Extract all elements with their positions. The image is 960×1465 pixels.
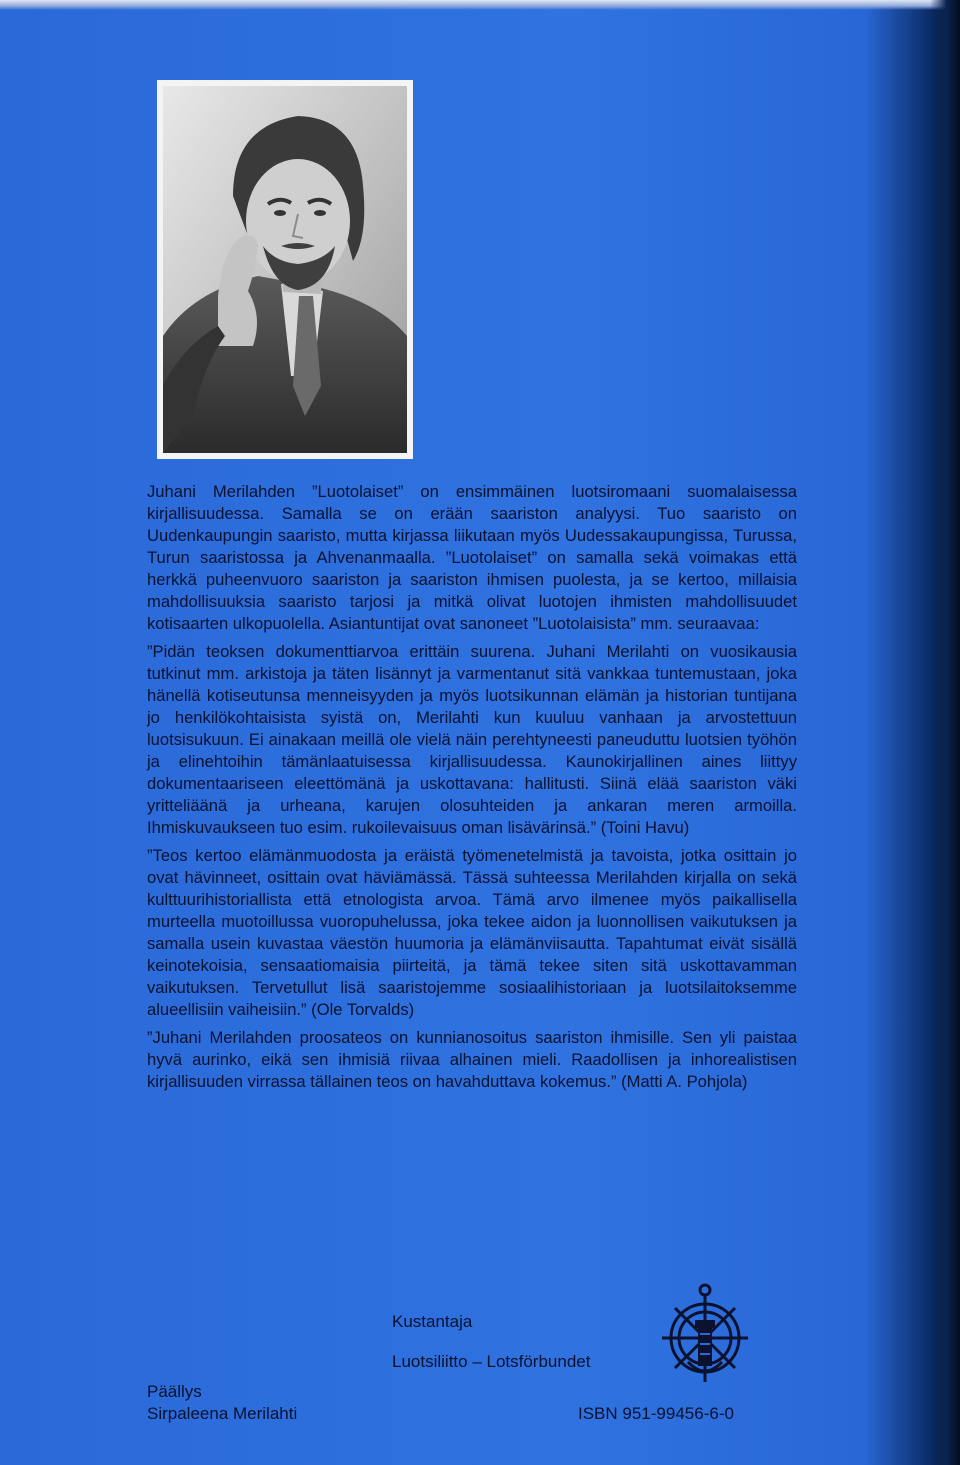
publisher-label: Kustantaja (392, 1312, 473, 1331)
publisher-name: Luotsiliitto – Lotsförbundet (392, 1352, 591, 1371)
review-quote-ole-torvalds: ”Teos kertoo elämänmuodosta ja eräistä työmenetelmistä ja tavoista, jotka osittain jo ovat hävinneet, osittain ovat häviämässä. Tässä suhteessa Merilahden kirjalla on sekä kulttuurihistoriallista että etnologista arvoa. Tämä arvo ilmenee myös paikallisella murteella muotoillussa vuoropuhelussa, joka tekee aidon ja luonnollisen vaikutuksen ja samalla usein kuvastaa väestön huumoria ja elämänviisautta. Tapahtumat eivät sisällä keinotekoisia, sensaatiomaisia piirteitä, ja tämä tekee siten sitä uskottavamman vaikutuksen. Tervetullut lisä saaristojemme sosiaalihistoriaan ja luotsilaitoksemme alueellisiin vaiheisiin.” (Ole Torvalds) (147, 846, 797, 1019)
ship-wheel-anchor-lighthouse-emblem-icon (648, 1276, 763, 1391)
cover-credit (147, 1381, 297, 1425)
isbn: ISBN 951-99456-6-0 (578, 1404, 734, 1423)
author-portrait-image (163, 86, 407, 453)
cover-top-edge (0, 0, 960, 10)
cover-credit-name: Sirpaleena Merilahti (147, 1404, 298, 1423)
publisher-block (392, 1311, 590, 1373)
cover-spine-edge (930, 0, 960, 1465)
blurb-text (147, 481, 797, 1099)
author-photo (157, 80, 413, 459)
cover-credit-label: Päällys (147, 1382, 202, 1401)
blurb-paragraph-intro: Juhani Merilahden ”Luotolaiset” on ensimmäinen luotsiromaani suomalaisessa kirjallisuudessa. Samalla se on erään saariston analyysi. Tuo saaristo on Uudenkaupungin saaristo, mutta kirjassa liikutaan myös Uudessakaupungissa, Turussa, Turun saaristossa ja Ahvenanmaalla. ”Luotolaiset” on samalla sekä voimakas että herkkä puheenvuoro saariston ja saariston ihmisen puolesta, ja se kertoo, millaisia mahdollisuuksia saaristo tarjosi ja mitkä olivat luotojen ihmisten mahdollisuudet kotisaarten ulkopuolella. Asiantuntijat ovat sanoneet ”Luotolaisista” mm. seuraavaa: (147, 482, 797, 633)
review-quote-matti-pohjola: ”Juhani Merilahden proosateos on kunnianosoitus saariston ihmisille. Sen yli paistaa hyvä aurinko, eikä sen ihmisiä riivaa alhainen mieli. Raadollisen ja inhorealistisen kirjallisuuden virrassa tällainen teos on havahduttava kokemus.” (Matti A. Pohjola) (147, 1028, 797, 1091)
review-quote-toini-havu: ”Pidän teoksen dokumenttiarvoa erittäin suurena. Juhani Merilahti on vuosikausia tutkinut mm. arkistoja ja täten lisännyt ja varmentanut sitä vankkaa tuntemustaan, joka hänellä kotiseutunsa menneisyyden ja myös luotsikunnan elämän ja historian tuntijana jo henkilökohtaisista syistä on, Merilahti kun kuuluu vanhaan ja arvostettuun luotsisukuun. Ei ainakaan meillä ole vielä näin perehtyneesti paneuduttu luotsien työhön ja elinehtoihin tämänlaatuisessa kirjallisuudessa. Kaunokirjallinen aines liittyy dokumentaariseen eleettömänä ja uskottavana: hallitusti. Siinä elää saariston väki yritteliäänä ja urheana, karujen olosuhteiden ja ankaran meren armoilla. Ihmiskuvaukseen tuo esim. rukoilevaisuus oman lisävärinsä.” (Toini Havu) (147, 642, 797, 837)
